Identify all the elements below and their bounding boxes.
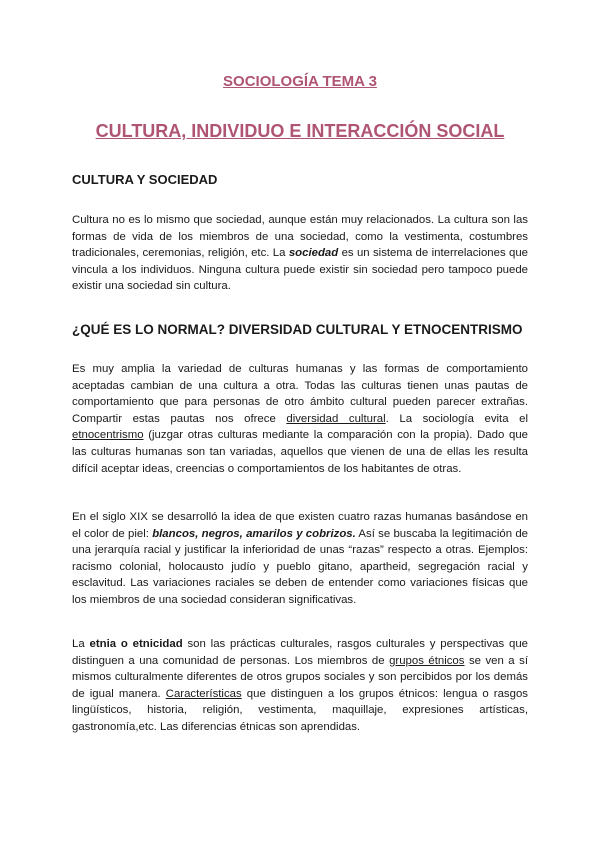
text-run: que distinguen a los grupos étnicos: lengua o rasgos lingüísticos, historia, religión, vestimenta, maquillaje, expresiones artísticas, gastronomía,etc. Las diferencias étnicas son aprendidas.	[72, 687, 528, 733]
text-run: La	[72, 638, 90, 650]
emphasis-sociedad: sociedad	[288, 247, 339, 260]
text-run: . La sociología evita el	[385, 412, 528, 425]
text-run: (juzgar otras culturas mediante la comparación con la propia). Dado que las culturas humanas son tan variadas, aquellos que vienen de una de ellas les resulta difícil aceptar ideas, creencias o comportamientos de los habitantes de otras.	[72, 429, 528, 475]
document-title: SOCIOLOGÍA TEMA 3	[223, 73, 377, 90]
paragraph-razas	[72, 509, 528, 609]
section-heading-diversidad: ¿QUÉ ES LO NORMAL? DIVERSIDAD CULTURAL Y ETNOCENTRISMO	[72, 322, 523, 337]
text-run: se ven a sí mismos culturalmente diferentes de otros grupos sociales y son percibidos por los demás de igual manera.	[72, 654, 528, 700]
paragraph-etnia	[72, 636, 528, 736]
emphasis-etnia: etnia o etnicidad	[89, 638, 183, 650]
underline-grupos-etnicos: grupos étnicos	[389, 654, 465, 667]
text-run: son las prácticas culturales, rasgos culturales y perspectivas que distinguen a una comunidad de personas. Los miembros de	[72, 638, 529, 667]
section-heading-cultura-sociedad: CULTURA Y SOCIEDAD	[72, 172, 218, 187]
emphasis-razas: blancos, negros, amarilos y cobrizos.	[152, 527, 356, 540]
text-run: Es muy amplia la variedad de culturas humanas y las formas de comportamiento aceptadas cambian de una cultura a otra. Todas las culturas tienen unas pautas de comportamiento que para personas de otro ámbito cultural pueden parecer extrañas. Compartir estas pautas nos ofrece	[72, 363, 528, 425]
document-subtitle: CULTURA, INDIVIDUO E INTERACCIÓN SOCIAL	[95, 121, 505, 141]
underline-diversidad-cultural: diversidad cultural	[286, 412, 386, 425]
text-run: es un sistema de interrelaciones que vincula a los individuos. Ninguna cultura puede existir sin sociedad pero tampoco puede existir una sociedad sin cultura.	[72, 247, 529, 293]
text-run: Cultura no es lo mismo que sociedad, aunque están muy relacionados. La cultura son las formas de vida de los miembros de una sociedad, como la vestimenta, costumbres tradicionales, ceremonias, religión, etc. La	[72, 214, 528, 260]
underline-caracteristicas: Características	[165, 687, 242, 700]
text-run: Así se buscaba la legitimación de una jerarquía racial y justificar la inferioridad de unas “razas” respecto a otras. Ejemplos: racismo colonial, holocausto judío y pueblo gitano, apartheid, segregación racial y esclavitud. Las variaciones raciales se deben de entender como variaciones físicas que los miembros de una sociedad consideran significativas.	[72, 527, 528, 606]
underline-etnocentrismo: etnocentrismo	[72, 429, 144, 442]
paragraph-cultura-sociedad	[72, 212, 528, 295]
paragraph-diversidad	[72, 361, 528, 477]
text-run: En el siglo XIX se desarrolló la idea de que existen cuatro razas humanas basándose en el color de piel:	[72, 511, 528, 540]
